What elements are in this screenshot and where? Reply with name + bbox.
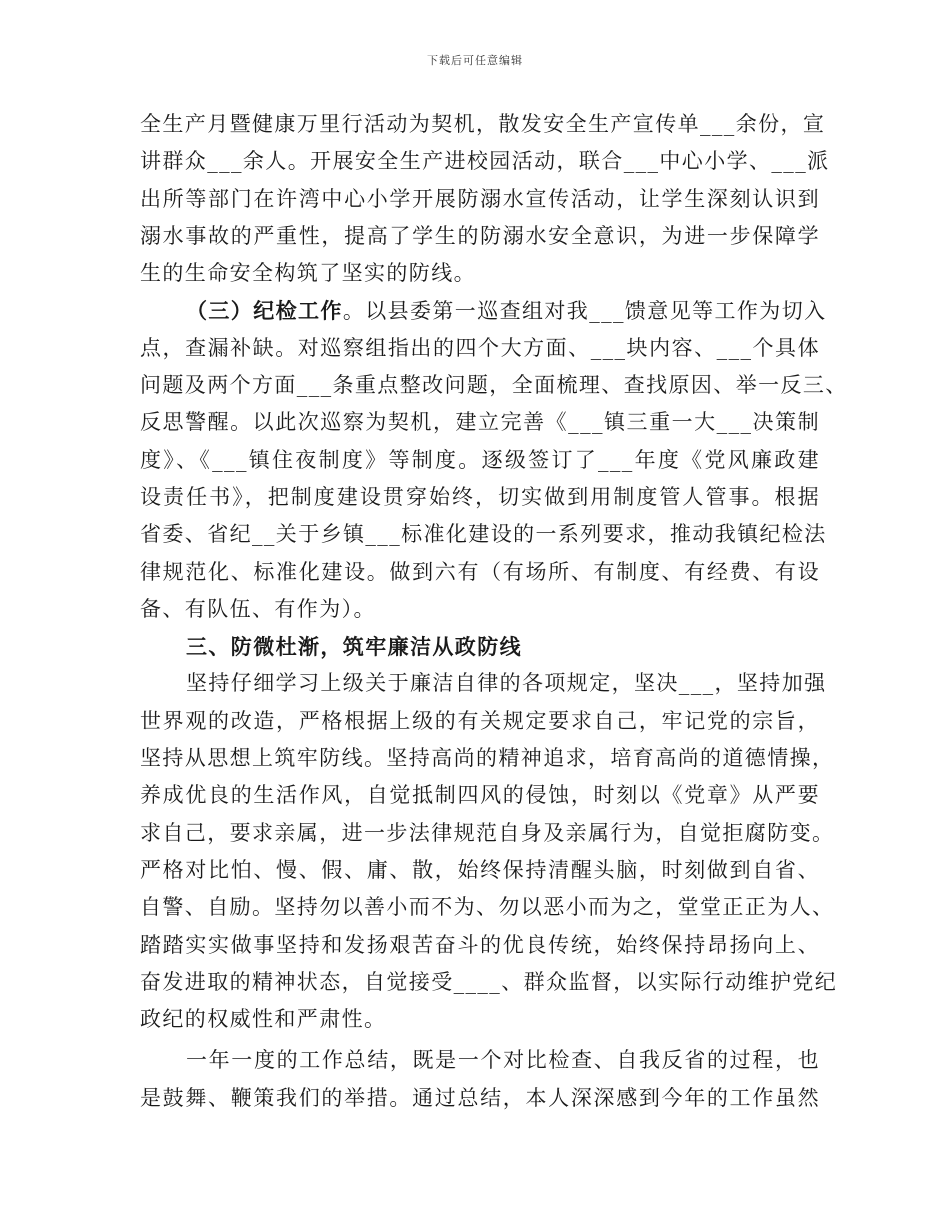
text-line: 全生产月暨健康万里行活动为契机，散发安全生产宣传单___余份，宣	[140, 112, 826, 136]
text-line: 省委、省纪__关于乡镇___标准化建设的一系列要求，推动我镇纪检法	[140, 522, 827, 547]
text-line: 踏踏实实做事坚持和发扬艰苦奋斗的优良传统，始终保持昂扬向上、	[140, 932, 820, 957]
text-line: 严格对比怕、慢、假、庸、散，始终保持清醒头脑，时刻做到自省、	[140, 857, 820, 882]
text-line: 世界观的改造，严格根据上级的有关规定要求自己，牢记党的宗旨，	[140, 708, 820, 733]
text-line: 政纪的权威性和严肃性。	[140, 1007, 387, 1032]
text-line: 备、有队伍、有作为）。	[140, 596, 376, 621]
section-heading: 三、防微杜渐，筑牢廉洁从政防线	[186, 634, 522, 660]
paragraph-discipline	[140, 292, 848, 628]
text-line: 溺水事故的严重性，提高了学生的防溺水安全意识，为进一步保障学	[140, 223, 820, 248]
text-line: 律规范化、标准化建设。做到六有（有场所、有制度、有经费、有设	[140, 559, 820, 584]
page-header: 下载后可任意编辑	[427, 54, 523, 67]
text-line: 问题及两个方面___条重点整改问题，全面梳理、查找原因、举一反三、	[140, 373, 848, 398]
text-line: 坚持从思想上筑牢防线。坚持高尚的精神追求，培育高尚的道德情操，	[140, 746, 835, 771]
text-line: 养成优良的生活作风，自觉抵制四风的侵蚀，时刻以《党章》从严要	[140, 783, 820, 808]
text-line: 设责任书》，把制度建设贯穿始终，切实做到用制度管人管事。根据	[140, 484, 820, 509]
document-body	[140, 106, 848, 1117]
subsection-title: （三）纪检工作	[186, 298, 343, 324]
text-line: 自警、自励。坚持勿以善小而不为、勿以恶小而为之，堂堂正正为人、	[140, 895, 835, 920]
text-line: 讲群众___余人。开展安全生产进校园活动，联合___中心小学、___派	[140, 149, 830, 174]
text-line: 出所等部门在许湾中心小学开展防溺水宣传活动，让学生深刻认识到	[140, 186, 820, 211]
text-line: 坚持仔细学习上级关于廉洁自律的各项规定，坚决___，坚持加强	[186, 671, 827, 696]
paragraph-summary	[140, 1042, 820, 1117]
text-line: 奋发进取的精神状态，自觉接受____、群众监督，以实际行动维护党纪	[140, 969, 838, 994]
text-run: 。以县委第一巡查组对我___馈意见等工作为切入	[342, 299, 827, 324]
text-line: 反思警醒。以此次巡察为契机，建立完善《___镇三重一大___决策制	[140, 410, 820, 435]
section-integrity	[140, 628, 838, 1038]
text-line	[140, 292, 827, 329]
text-line: 生的生命安全构筑了坚实的防线。	[140, 261, 476, 286]
text-line: 点，查漏补缺。对巡察组指出的四个大方面、___块内容、___个具体	[140, 335, 820, 360]
text-line: 度》、《___镇住夜制度》等制度。逐级签订了___年度《党风廉政建	[140, 447, 820, 472]
text-line: 是鼓舞、鞭策我们的举措。通过总结，本人深深感到今年的工作虽然	[140, 1085, 820, 1110]
paragraph-safety	[140, 106, 830, 292]
text-line: 求自己，要求亲属，进一步法律规范自身及亲属行为，自觉拒腐防变。	[140, 820, 835, 845]
text-line: 一年一度的工作总结，既是一个对比检查、自我反省的过程，也	[186, 1048, 820, 1073]
